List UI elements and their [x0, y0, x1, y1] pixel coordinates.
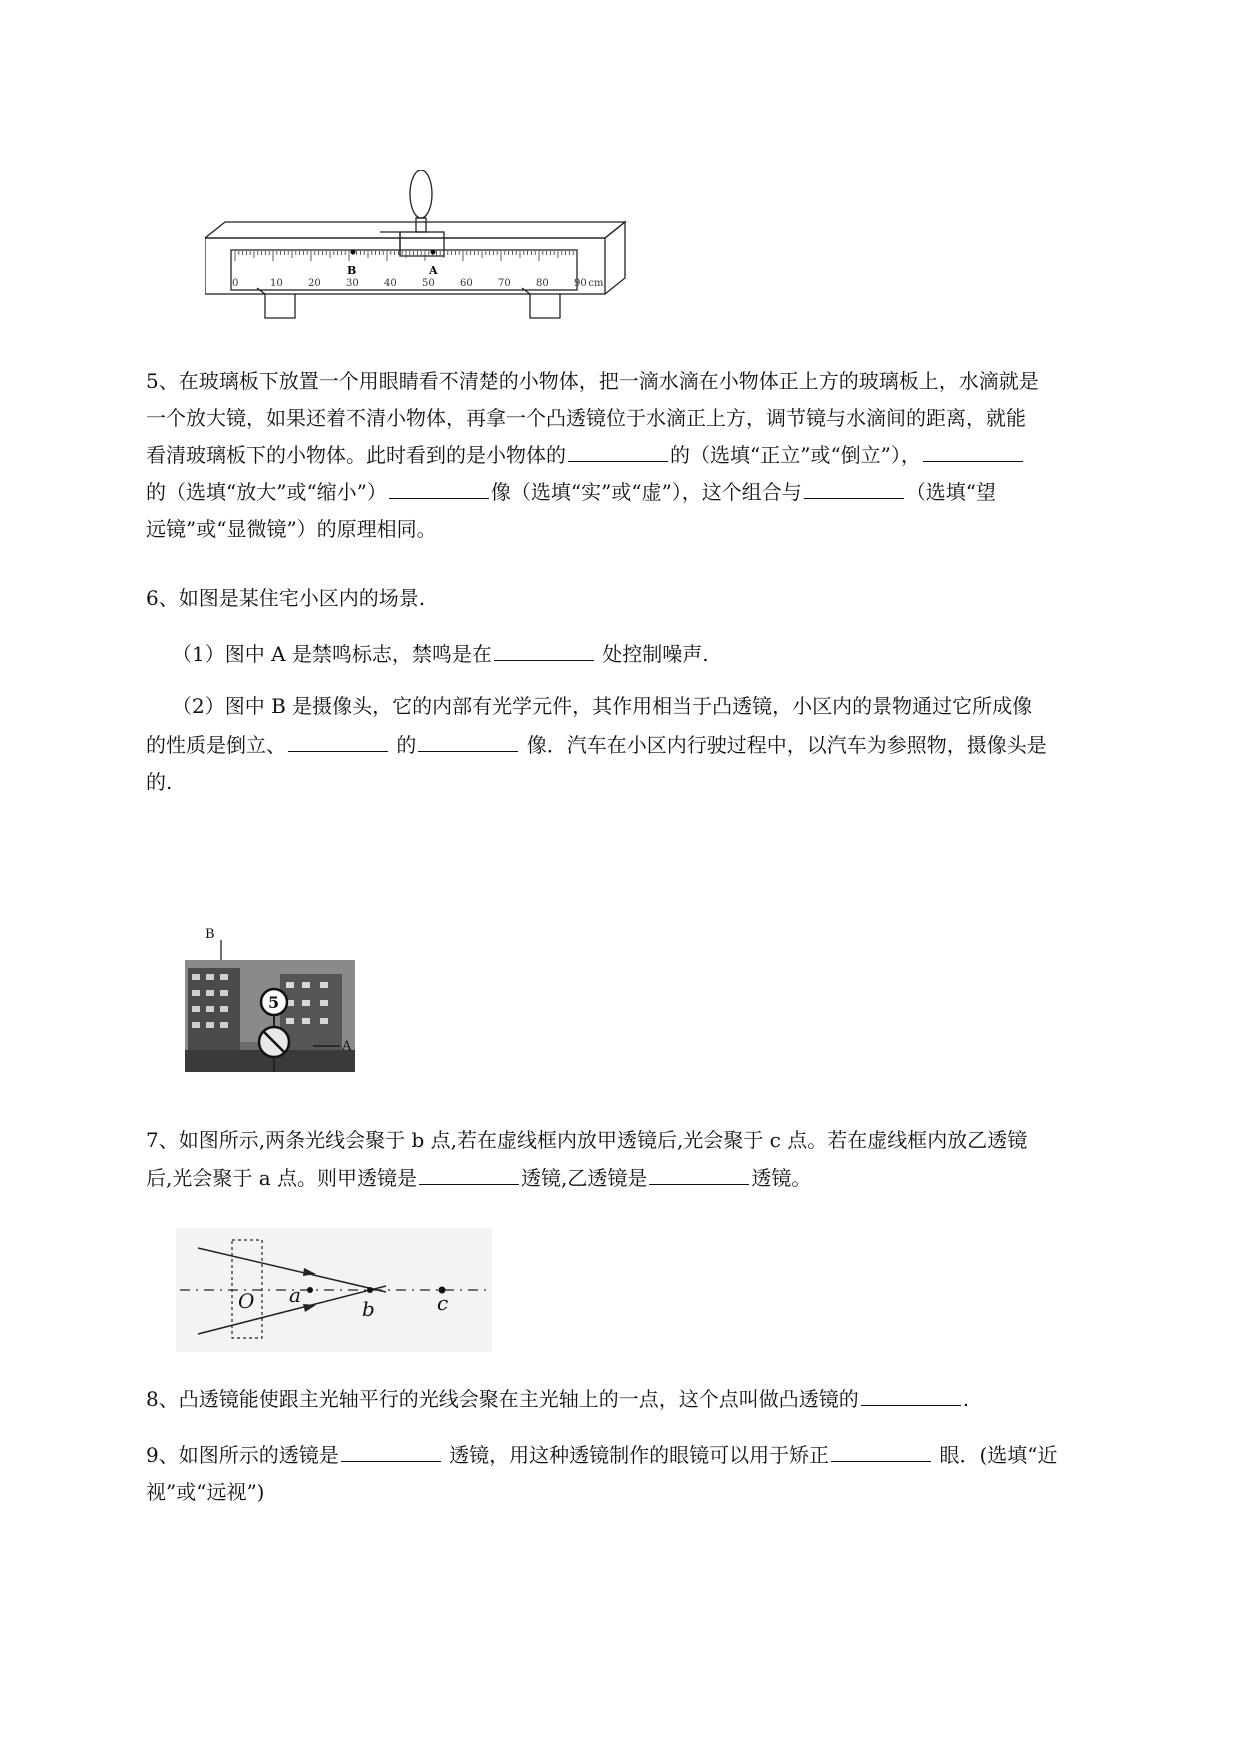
answer-blank-q5-1[interactable]	[568, 441, 668, 462]
ruler-tick-label: 0	[232, 278, 239, 289]
answer-blank-q5-4[interactable]	[804, 478, 904, 499]
q6-sub2-line2	[146, 731, 1047, 759]
light-ray-figure	[176, 1228, 492, 1352]
ruler-tick-label: 20	[308, 278, 321, 289]
answer-blank-q6-3[interactable]	[418, 731, 518, 752]
ruler-tick-label: 90	[574, 278, 587, 289]
ruler-tick-label: 70	[498, 278, 511, 289]
q9-line2: 视”或“远视”)	[146, 1480, 265, 1504]
ruler-label-b: B	[347, 264, 357, 277]
q7-line1: 7、如图所示,两条光线会聚于 b 点,若在虚线框内放甲透镜后,光会聚于 c 点。若在虚线框内放乙透镜	[146, 1128, 1028, 1152]
answer-blank-q7-2[interactable]	[649, 1164, 749, 1185]
ruler-tick-label: 60	[460, 278, 473, 289]
answer-blank-q8-1[interactable]	[861, 1385, 961, 1406]
q6-sub1-text-a: （1）图中 A 是禁鸣标志，禁鸣是在	[172, 642, 492, 666]
ruler-tick-label: cm	[588, 278, 604, 289]
q5-line4-text-a: 的（选填“放大”或“缩小”）	[146, 480, 387, 504]
q6-sub2-line3: 的.	[146, 770, 173, 794]
q6-title: 6、如图是某住宅小区内的场景.	[146, 586, 426, 610]
answer-blank-q5-2[interactable]	[923, 441, 1023, 462]
q6-sub2-text-b: 的	[396, 733, 417, 757]
q5-line4-text-b: 像（选填“实”或“虚”），这个组合与	[490, 480, 802, 504]
answer-blank-q6-2[interactable]	[288, 731, 388, 752]
q5-line1: 5、在玻璃板下放置一个用眼睛看不清楚的小物体，把一滴水滴在小物体正上方的玻璃板上，水滴就是	[146, 369, 1039, 393]
q6-sub1-text-b: 处控制噪声.	[602, 642, 709, 666]
fig-point-c: c	[437, 1291, 449, 1315]
q8-line1	[146, 1385, 969, 1413]
q5-line4	[146, 478, 996, 506]
fig-label-b: B	[205, 927, 215, 942]
q6-sub2-text-a: 的性质是倒立、	[146, 733, 286, 757]
residential-scene-figure	[180, 922, 380, 1074]
fig-point-a: a	[289, 1283, 301, 1307]
q5-line3-text-a: 看清玻璃板下的小物体。此时看到的是小物体的	[146, 443, 566, 467]
ruler-figure	[205, 170, 645, 350]
q7-line2-text-c: 透镜。	[751, 1166, 812, 1190]
q5-line3	[146, 441, 1025, 469]
q6-sub2-line1: （2）图中 B 是摄像头，它的内部有光学元件，其作用相当于凸透镜，小区内的景物通过它所成像	[172, 694, 1033, 718]
answer-blank-q6-1[interactable]	[494, 640, 594, 661]
answer-blank-q9-2[interactable]	[831, 1441, 931, 1462]
q6-sub1	[172, 640, 709, 668]
q7-line2-text-a: 后,光会聚于 a 点。则甲透镜是	[146, 1166, 417, 1190]
fig-speed-sign-text: 5	[268, 993, 280, 1012]
q9-line1	[146, 1441, 1057, 1469]
ruler-tick-label: 30	[346, 278, 359, 289]
ruler-label-a: A	[429, 264, 438, 277]
q5-line3-text-b: 的（选填“正立”或“倒立”），	[670, 443, 921, 467]
q7-line2	[146, 1164, 811, 1192]
q9-text-b: 透镜，用这种透镜制作的眼镜可以用于矫正	[449, 1443, 830, 1467]
q9-text-c: 眼．(选填“近	[939, 1443, 1058, 1467]
ruler-tick-label: 50	[422, 278, 435, 289]
answer-blank-q5-3[interactable]	[389, 478, 489, 499]
ruler-tick-label: 40	[384, 278, 397, 289]
q5-line2: 一个放大镜，如果还着不清小物体，再拿一个凸透镜位于水滴正上方，调节镜与水滴间的距离，就能	[146, 406, 1026, 430]
ruler-tick-label: 80	[536, 278, 549, 289]
q5-line5: 远镜”或“显微镜”）的原理相同。	[146, 517, 437, 541]
fig-point-b: b	[362, 1297, 375, 1321]
q5-line4-text-c: （选填“望	[905, 480, 997, 504]
q7-line2-text-b: 透镜,乙透镜是	[521, 1166, 648, 1190]
q6-sub2-text-c: 像．汽车在小区内行驶过程中，以汽车为参照物，摄像头是	[526, 733, 1047, 757]
q8-text-a: 8、凸透镜能使跟主光轴平行的光线会聚在主光轴上的一点，这个点叫做凸透镜的	[146, 1387, 859, 1411]
q9-text-a: 9、如图所示的透镜是	[146, 1443, 339, 1467]
fig-point-o: O	[238, 1289, 255, 1313]
answer-blank-q9-1[interactable]	[341, 1441, 441, 1462]
q8-text-b: .	[962, 1387, 970, 1411]
lens-shape	[410, 170, 432, 218]
ruler-tick-label: 10	[270, 278, 283, 289]
answer-blank-q7-1[interactable]	[419, 1164, 519, 1185]
fig-label-a: A	[342, 1039, 352, 1054]
